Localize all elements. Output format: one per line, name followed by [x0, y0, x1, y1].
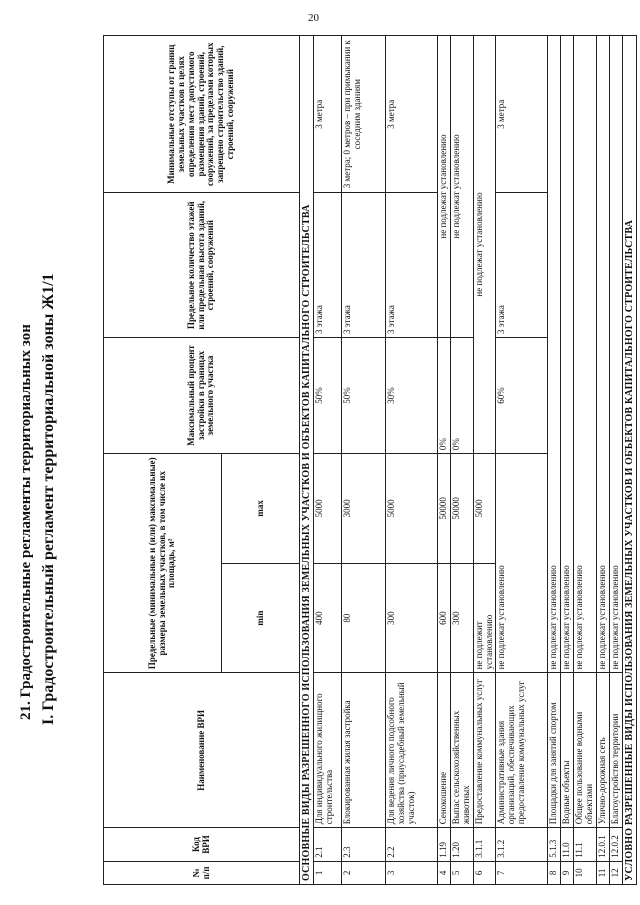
cell-num: 10: [574, 861, 597, 884]
header-setback: Минимальные отступы от границ земельных участков в целях определения мест допустимого размещения зданий, строений, сооружений, за пределами которых запрещено строительство зданий, строений, сооружений: [104, 36, 300, 193]
table-row: [342, 36, 386, 885]
header-code: Код ВРИ: [104, 828, 300, 862]
section-conditional: УСЛОВНО РАЗРЕШЕННЫЕ ВИДЫ ИСПОЛЬЗОВАНИЯ ЗЕМЕЛЬНЫХ УЧАСТКОВ И ОБЪЕКТОВ КАПИТАЛЬНОГО СТРОИТЕЛЬСТВА: [622, 36, 636, 885]
cell-percent: 0%: [450, 337, 473, 453]
cell-name: Блокированная жилая застройка: [342, 673, 386, 828]
cell-max: 5000: [386, 454, 438, 564]
cell-not-set: не подлежат установлению: [438, 36, 451, 338]
cell-name: Площадки для занятий спортом: [548, 673, 561, 828]
cell-not-set: не подлежат установлению: [597, 36, 610, 673]
cell-max: 3000: [342, 454, 386, 564]
cell-max: 5000: [314, 454, 342, 564]
cell-setback: 3 метра: [496, 36, 548, 193]
cell-not-set: не подлежат установлению: [473, 36, 496, 454]
cell-percent: 60%: [496, 337, 548, 453]
cell-floors: 3 этажа: [314, 193, 342, 338]
table-row: [473, 36, 496, 885]
cell-name: Предоставление коммунальных услуг: [473, 673, 496, 828]
cell-min: 600: [438, 563, 451, 673]
table-row: [450, 36, 473, 885]
cell-code: 12.0.1: [597, 828, 610, 862]
cell-name: Административные здания организаций, обеспечивающих предоставление коммунальных услуг: [496, 673, 548, 828]
section-row-conditional: [622, 36, 636, 885]
cell-num: 11: [597, 861, 610, 884]
subsection-title: I. Градостроительный регламент территориальной зоны Ж1/1: [40, 273, 57, 725]
cell-code: 11.0: [561, 828, 574, 862]
cell-code: 11.1: [574, 828, 597, 862]
cell-min: 300: [386, 563, 438, 673]
cell-name: Для индивидуального жилищного строительства: [314, 673, 342, 828]
cell-num: 9: [561, 861, 574, 884]
cell-name: Благоустройство территории: [609, 673, 622, 828]
header-name: Наименование ВРИ: [104, 673, 300, 828]
table-row: [609, 36, 622, 885]
cell-code: 2.1: [314, 828, 342, 862]
cell-code: 12.0.2: [609, 828, 622, 862]
cell-floors: 3 этажа: [342, 193, 386, 338]
table-row: [597, 36, 610, 885]
cell-num: 7: [496, 861, 548, 884]
header-row: [104, 36, 222, 885]
page-number: 20: [308, 12, 319, 24]
cell-num: 6: [473, 861, 496, 884]
cell-not-set: не подлежат установлению: [609, 36, 622, 673]
cell-code: 5.1.3: [548, 828, 561, 862]
header-size-group: Предельные (минимальные и (или) максимальные) размеры земельных участков, в том числе их площадь, м²: [104, 454, 222, 673]
table-row: [561, 36, 574, 885]
cell-name: Общее пользование водными объектами: [574, 673, 597, 828]
header-num: № п/п: [104, 861, 300, 884]
cell-num: 5: [450, 861, 473, 884]
header-max: max: [222, 454, 300, 564]
cell-num: 12: [609, 861, 622, 884]
header-percent: Максимальный процент застройки в границах земельного участка: [104, 337, 300, 453]
cell-max: 5000: [473, 454, 496, 564]
cell-percent: 50%: [314, 337, 342, 453]
section-title: 21. Градостроительные регламенты территориальных зон: [18, 324, 34, 720]
header-floors: Предельное количество этажей или предельная высота зданий, строений, сооружений: [104, 193, 300, 338]
cell-num: 3: [386, 861, 438, 884]
cell-name: Сенокошение: [438, 673, 451, 828]
cell-min: 80: [342, 563, 386, 673]
cell-num: 1: [314, 861, 342, 884]
cell-setback: 3 метра; 0 метров – при примыкании к соседним зданиям: [342, 36, 386, 193]
cell-code: 1.19: [438, 828, 451, 862]
cell-setback: 3 метра: [386, 36, 438, 193]
table-row: [314, 36, 342, 885]
table-row: [548, 36, 561, 885]
cell-code: 3.1.1: [473, 828, 496, 862]
cell-not-set: не подлежат установлению: [574, 36, 597, 673]
cell-not-set: не подлежат установлению: [548, 36, 561, 673]
cell-percent: 30%: [386, 337, 438, 453]
cell-min: 400: [314, 563, 342, 673]
section-row-main: [300, 36, 314, 885]
cell-num: 8: [548, 861, 561, 884]
cell-percent: 50%: [342, 337, 386, 453]
cell-name: Водные объекты: [561, 673, 574, 828]
cell-max: 50000: [438, 454, 451, 564]
cell-not-set: не подлежат установлению: [561, 36, 574, 673]
cell-code: 2.3: [342, 828, 386, 862]
cell-code: 3.1.2: [496, 828, 548, 862]
cell-name: Выпас сельскохозяйственных животных: [450, 673, 473, 828]
cell-percent: 0%: [438, 337, 451, 453]
regulation-table-container: [103, 35, 635, 885]
cell-code: 1.20: [450, 828, 473, 862]
table-row: [386, 36, 438, 885]
cell-code: 2.2: [386, 828, 438, 862]
section-main: ОСНОВНЫЕ ВИДЫ РАЗРЕШЕННОГО ИСПОЛЬЗОВАНИЯ ЗЕМЕЛЬНЫХ УЧАСТКОВ И ОБЪЕКТОВ КАПИТАЛЬНОГО СТРОИТЕЛЬСТВА: [300, 36, 314, 885]
header-min: min: [222, 563, 300, 673]
cell-not-set: не подлежат установлению: [450, 36, 473, 338]
cell-num: 2: [342, 861, 386, 884]
cell-min-max: не подлежат установлению: [496, 454, 548, 673]
cell-floors: 3 этажа: [496, 193, 548, 338]
cell-floors: 3 этажа: [386, 193, 438, 338]
table-row: [574, 36, 597, 885]
cell-max: 50000: [450, 454, 473, 564]
regulation-table: [103, 35, 637, 885]
cell-min: 300: [450, 563, 473, 673]
cell-num: 4: [438, 861, 451, 884]
table-row: [438, 36, 451, 885]
cell-name: Для ведения личного подсобного хозяйства (приусадебный земельный участок): [386, 673, 438, 828]
table-row: [496, 36, 548, 885]
cell-min: не подлежит установлению: [473, 563, 496, 673]
cell-name: Улично-дорожная сеть: [597, 673, 610, 828]
cell-setback: 3 метра: [314, 36, 342, 193]
